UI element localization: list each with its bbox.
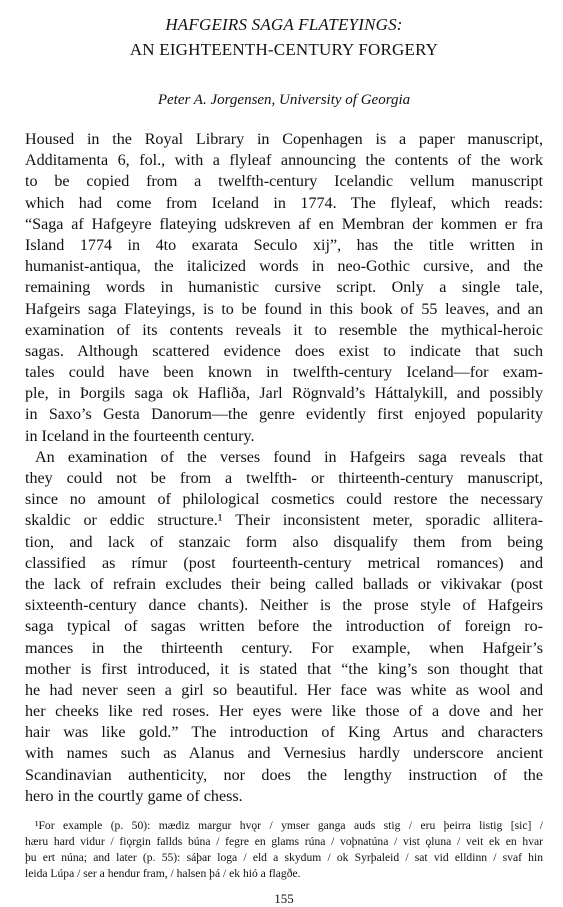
body-line: tion, and lack of stanzaic form also disqualify them from being <box>25 533 543 551</box>
body-line: in Iceland in the fourteenth century. <box>25 427 255 445</box>
body-line: humanist-antiqua, the italicized words in neo-Gothic cursive, and the <box>25 258 543 276</box>
body-line: “Saga af Hafgeyre flateying udskreven af en Membran der kommen er fra <box>25 215 543 233</box>
body-line: sagas. Although scattered evidence does exist to indicate that such <box>25 342 543 360</box>
body-line: they could not be from a twelfth- or thirteenth-century manuscript, <box>25 470 543 487</box>
footnote-line: ¹For example (p. 50): mædiz margur hvǫr / ymser ganga auds stig / eru þeirra listig [sic] / <box>35 819 543 832</box>
body-line: tales could have been known in twelfth-century Iceland—for exam- <box>25 364 543 382</box>
body-line: with names such as Alanus and Vernesius hardly underscore ancient <box>25 745 543 763</box>
body-line: since no amount of philological cosmetics could restore the necessary <box>25 491 543 509</box>
footnote <box>25 818 543 882</box>
title-line-2: AN EIGHTEENTH-CENTURY FORGERY <box>129 40 439 59</box>
footnote-line: hæru hard vidur / fiǫrgin fallds búna / fegre en glams rúna / voþnatúna / vist ǫluna / veit ek en hvar <box>25 835 543 848</box>
body-line: in Saxo’s Gesta Danorum—the genre evidently first enjoyed popularity <box>25 406 543 424</box>
title-line-1: HAFGEIRS SAGA FLATEYINGS: <box>165 15 403 34</box>
body-line: remaining words in humanistic cursive script. Only a single tale, <box>25 279 543 297</box>
body-line: hero in the courtly game of chess. <box>25 787 243 805</box>
body-line: Island 1774 in 4to exarata Seculo xij”, has the title written in <box>25 236 543 254</box>
article-title <box>25 12 543 62</box>
body-line: Housed in the Royal Library in Copenhagen is a paper manuscript, <box>25 131 543 148</box>
body-line: the lack of refrain excludes their being called ballads or vikivakar (post <box>25 575 543 593</box>
body-line: classified as rímur (post fourteenth-century metrical romances) and <box>25 554 543 572</box>
body-line: which had come from Iceland in 1774. The flyleaf, which reads: <box>25 194 543 212</box>
body-line: Hafgeirs saga Flateyings, is to be found in this book of 55 leaves, and an <box>25 300 543 318</box>
body-line: skaldic or eddic structure.¹ Their inconsistent meter, sporadic allitera- <box>25 512 543 530</box>
footnote-line: leida Lúpa / ser a hendur fram, / halsen þá / ek hió a flagðe. <box>25 867 301 880</box>
body-line: mances in the thirteenth century. For example, when Hafgeir’s <box>25 639 543 657</box>
body-line: hair was like gold.” The introduction of King Artus and characters <box>25 724 543 742</box>
footnote-line: þu ert núna; and later (p. 55): sáþar loga / eld a skydum / ok Syrþaleid / sat vid elldinn / svaf hin <box>25 851 543 864</box>
body-line: mother is first introduced, it is stated that “the king’s son thought that <box>25 660 543 678</box>
body-line: Additamenta 6, fol., with a flyleaf announcing the contents of the work <box>25 152 543 170</box>
body-line: sixteenth-century dance chants). Neither is the prose style of Hafgeirs <box>25 597 543 615</box>
body-line: saga typical of sagas written before the introduction of foreign ro- <box>25 618 543 636</box>
page <box>25 12 543 907</box>
body-line: An examination of the verses found in Hafgeirs saga reveals that <box>35 448 543 466</box>
page-number: 155 <box>274 891 294 906</box>
body-line: he had never seen a girl so beautiful. Her face was white as wool and <box>25 681 543 699</box>
author-line: Peter A. Jorgensen, University of Georgia <box>157 92 411 108</box>
body-line: Scandinavian authenticity, nor does the lengthy instruction of the <box>25 766 543 784</box>
body-text <box>25 129 543 807</box>
body-line: to be copied from a twelfth-century Icelandic vellum manuscript <box>25 173 543 191</box>
body-line: ple, in Þorgils saga ok Hafliða, Jarl Rögnvald’s Háttalykill, and possibly <box>25 385 543 403</box>
body-line: examination of its contents reveals it to resemble the mythical-heroic <box>25 321 543 339</box>
body-line: her cheeks like red roses. Her eyes were like those of a dove and her <box>25 703 543 721</box>
